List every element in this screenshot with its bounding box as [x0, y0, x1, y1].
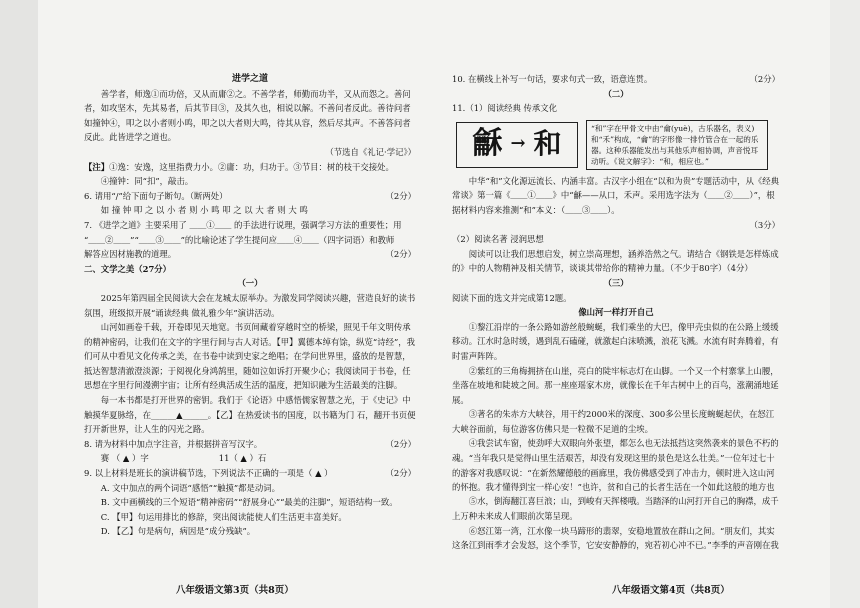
character-explanation: “和”字在甲骨文中由“龠(yuè)，古乐器名，表义)和“禾”构成，“龠”的字形像一排竹管合在一起的乐器。这种乐器能发出与其他乐声相协调，声音悦耳动听。《说文解字》：“和，相应也。”: [586, 120, 768, 170]
modern-character: 和: [533, 127, 562, 161]
annotation-text: ①逸：安逸，这里指费力小。②庸：功，归功于。③节目：树的枝干交接处。: [109, 161, 394, 172]
question-8-items: [84, 451, 416, 466]
page-3-footer: 八年级语文第3页（共8页）: [176, 585, 294, 596]
question-8: [84, 437, 416, 452]
question-6-sentence: 如 撞 钟 叩 之 以 小 者 则 小 鸣 叩 之 以 大 者 则 大 鸣: [100, 205, 308, 216]
arrow-icon: →: [510, 133, 526, 155]
essay-paragraph-6: ⑥怒江第一湾，江水像一块马蹄形的翡翠，安稳地置放在群山之间。“朋友们，其实这条江到雨季才会发怒，这个季节，它安安静静的，宛若初心冲不已。”李季的声音刚在我: [452, 525, 779, 551]
question-11-heading: 11.（1）阅读经典 传承文化: [452, 103, 558, 114]
essay-paragraph-4: ④我尝试车窗，使劲呼大双眼向外张望，都怎么也无法抵挡这突然袭来的景色不朽的魂。“当年我只是觉得山里生活艰苦，却没有发现这里的景色是这么壮美。”一位年过七十的游客对我感叹说：“在新然耀德般的画廊里，我仿佛感受到了冲击力，顿时进入这山河的怀抱。我才懂得到宝一样心安！”也许，贫和自己的长者生活在一个如此这般的地方也: [452, 438, 779, 493]
intro-paragraph: 2025年第四届全民阅读大会在龙城太原举办。为激发同学阅读兴趣，营造良好的读书氛围，班级拟开展“诵读经典 做礼雅少年”演讲活动。: [84, 292, 416, 318]
option-a: A. 文中加点的两个词语“感悟”“触摸”都是动词。: [100, 482, 281, 493]
speech-paragraph-2: 每一本书都是打开世界的密钥。我们于《论语》中感悟儒家智慧之光，于《史记》中触摸华夏脉络，在______▲______。【乙】在热爱读书的国度，以书籍为门 石，翻开书页便打开新世界，让人生的闪光之路。: [84, 395, 416, 435]
page-3: [84, 72, 416, 539]
ancient-character: 龢: [472, 126, 503, 162]
classical-passage: 善学者，师逸①而功倍，又从而庸②之。不善学者，师勤而功半，又从而怨之。善问者，如攻坚木，先其易者，后其节目③，及其久也，相说以解。不善问者反此。善待问者如撞钟④，叩之以小者则小鸣，叩之以大者则大鸣，待其从容，然后尽其声。不善答问者反此。此皆进学之道也。: [84, 88, 411, 143]
character-evolution-box: [456, 122, 578, 168]
question-11-body: 中华“和”文化源远流长、内涵丰富。古汉字小组在“以和为贵”专题活动中，从《经典常谈》第一篇《＿＿①＿＿》中“龢——从口，禾声。采用选字法为（＿＿②＿＿）”，根据材料内容来推测“和”本义：（＿＿③＿＿）。: [452, 175, 780, 215]
option-c: C. 【甲】句运用排比的修辞，突出阅读能使人们生活更丰富美好。: [100, 511, 347, 522]
question-11-2-body: [452, 247, 780, 276]
character-illustration: [456, 120, 780, 170]
option-d: D. 【乙】句是病句，病因是“成分残缺”。: [100, 526, 256, 537]
option-b: B. 文中画横线的三个短语“精神密码”“舒展身心”“最美的注脚”，短语结构一致。: [100, 497, 398, 508]
annotation-text-2: ④撞钟：同“扣”，敲击。: [100, 176, 194, 187]
section-heading: 二、文学之美（27分）: [84, 263, 172, 274]
annotation: [84, 160, 416, 175]
part-1-heading: （一）: [237, 278, 263, 289]
question-8-item: 赛 （ ▲ ）字: [100, 453, 149, 464]
essay-paragraph-2: ②紫红的三角梅拥挤在山崖，亮白的陡牢标志灯在山脚。一个又一个村寨掌上山腰，坐落在坡地和陡坡之间。那一座座瑶家木房，就像长在千年古树中上的百鸟，涨潮涌地延展。: [452, 365, 779, 405]
question-6-score: （2分）: [385, 190, 416, 201]
essay-paragraph-3: ③著名的朱赤方大峡谷，用干约2000米的深度、300多公里长度蜿蜒起伏，在怒江大峡谷面前，每位游客仿佛只是一粒微不足道的尘埃。: [452, 409, 775, 434]
question-7-score: （2分）: [385, 249, 416, 260]
passage-title: 进学之道: [231, 74, 268, 84]
part-2-heading: （二）: [603, 88, 629, 99]
question-6: [84, 189, 416, 204]
page-4: [452, 72, 780, 553]
question-6-text: 6. 请用“/”给下面句子断句。（断两处）: [84, 190, 228, 201]
question-7-line-2: “＿＿②＿＿”“＿＿③＿＿”的比喻论述了学生提问应＿＿④＿＿（四字词语）和教师: [84, 234, 395, 245]
scan-right-margin: [830, 0, 860, 608]
part-3-heading: （三）: [603, 277, 629, 288]
question-7-line-3: [84, 247, 416, 262]
question-10-text: 10. 在横线上补写一句话，要求句式一致，语意连贯。: [452, 74, 653, 84]
speech-paragraph-1: 山河如画卷千载，开卷即见天地宽。书页间藏着穿越时空的桥梁，照见千年文明传承的精神密码，让我们在文字的字里行间与古人对话。【甲】翼德本绰有馀，纵览“诗经”，我们可从中看见文化传承之美，在书卷中读到史家之绝唱；在学问世界里，盛放的是智慧，抵达智慧清澈澄淡源；于阅视化身鸿鹄里，随如泣如诉打开聚少心；我阅读同于书卷，任思想在字里行间漫溯宇宙；让所有经典活成生活的温度，把知识融为生活最美的注脚。: [84, 322, 415, 391]
question-7-text: 解答应因材施教的道理。: [84, 249, 177, 260]
essay-paragraph-1: ①黎江沿岸的一条公路如游丝般蜿蜒，我们乘坐的大巴，像甲壳虫似的在公路上缓缓移动。江水时急时缓，遇到乱石磕碰，就激起白沫喷溅，浪花飞溅。水流有时奔腾着，有时雷声阵阵。: [452, 321, 779, 361]
question-11-2-heading: （2）阅读名著 浸润思想: [452, 234, 544, 245]
scan-left-margin: [0, 0, 38, 608]
reading-prompt: 阅读下面的选文并完成第12题。: [452, 292, 572, 303]
question-8-item: 11（ ▲ ）石: [218, 453, 267, 464]
question-11-2-text: 阅读可以让我们思想启发，树立崇高理想，涵养浩然之气。请结合《钢铁是怎样炼成的》中的人物精神及相关情节，谈谈其带给你的精神力量。（不少于80字）: [452, 248, 779, 274]
passage-source: （节选自《礼记·学记》）: [325, 146, 416, 157]
question-9-text: 9. 以上材料是班长的演讲稿节选，下列说法不正确的一项是（ ▲ ）: [84, 468, 333, 479]
essay-paragraph-5: ⑤水，倒海翻江喜巨浪；山，到峻有天挥楼哦。当踏泽的山河打开自己的胸襟，成千上万种未来成人们眼前次第呈现。: [452, 496, 779, 522]
essay-title: 像山河一样打开自己: [578, 307, 654, 318]
question-11-2-score: （4分）: [726, 263, 753, 274]
annotation-label: 【注】: [84, 161, 110, 172]
question-11-score: （3分）: [749, 219, 780, 230]
question-9-score: （2分）: [385, 468, 416, 479]
question-8-score: （2分）: [385, 438, 416, 449]
question-10-score: （2分）: [749, 74, 780, 84]
page-4-footer: 八年级语文第4页（共8页）: [612, 585, 730, 596]
question-7-line-1: 7. 《进学之道》主要采用了 ＿＿①＿＿ 的手法进行说理，强调学习方法的重要性；用: [84, 219, 402, 230]
question-9: [84, 466, 416, 481]
question-10: [452, 72, 780, 87]
question-8-text: 8. 请为材料中加点字注音，并根据拼音写汉字。: [84, 438, 263, 449]
